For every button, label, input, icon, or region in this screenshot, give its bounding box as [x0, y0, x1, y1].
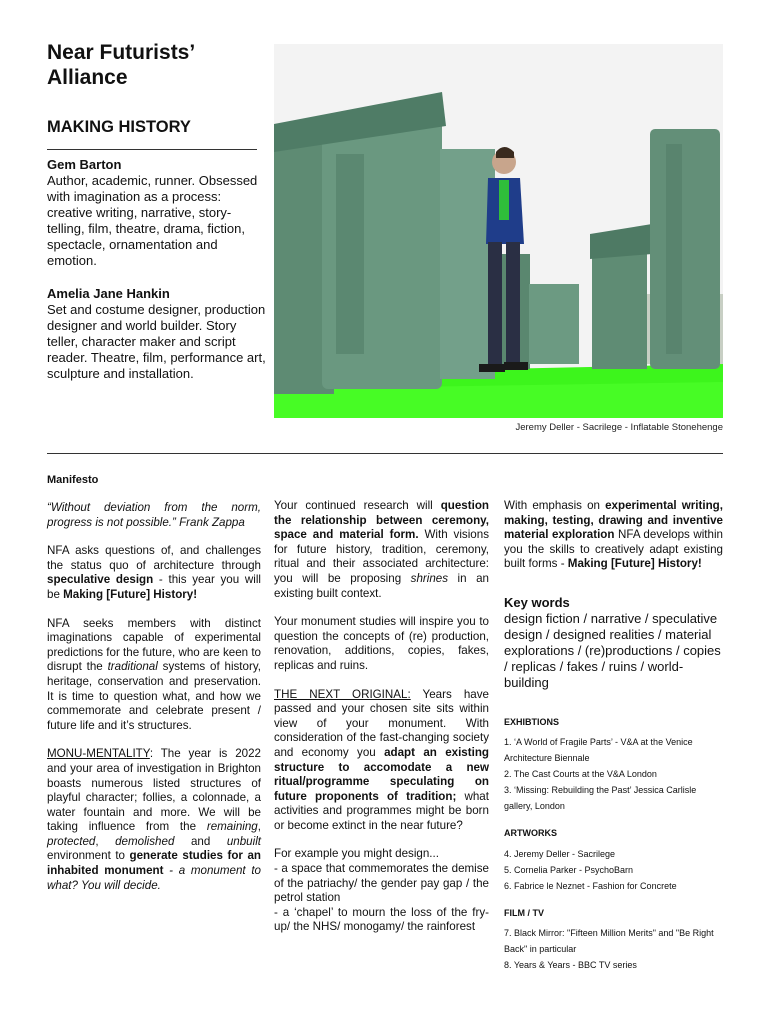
artworks-heading: ARTWORKS — [504, 828, 557, 839]
paragraph: MONU-MENTALITY: The year is 2022 and your area of investigation in Brighton boasts numerous listed structures of playful character; follies, a colonnade, a water fountain and more. We will be taking influence from the remaining, protected, demolished and unbuilt environment to generate studies for an inhabited monument - a monument to what? You will decide. — [47, 747, 261, 892]
bio-name: Amelia Jane Hankin — [47, 286, 170, 301]
manifesto-column-2 — [274, 499, 489, 949]
page-title: Near Futurists’ Alliance — [47, 41, 195, 89]
list-item: 8. Years & Years - BBC TV series — [504, 960, 637, 971]
list-item: 7. Black Mirror: "Fifteen Million Merits" and "Be Right Back" in particular — [504, 928, 714, 955]
list-item: 1. ‘A World of Fragile Parts’ - V&A at the Venice Architecture Biennale — [504, 737, 693, 764]
bio-text: Author, academic, runner. Obsessed with imagination as a process: creative writing, narrative, story-telling, film, theatre, drama, fiction, spectacle, ornamentation and emotion. — [47, 173, 258, 268]
paragraph: NFA seeks members with distinct imaginations capable of experimental predictions for the future, who are keen to disrupt the traditional systems of history, heritage, conservation and preservation. It is time to question what, and how we commemorate and celebrate present / future life and it’s structures. — [47, 616, 261, 732]
paragraph: NFA asks questions of, and challenges the status quo of architecture through speculative design - this year you will be Making [Future] History! — [47, 544, 261, 601]
list-item: 6. Fabrice le Neznet - Fashion for Concrete — [504, 880, 677, 891]
divider — [47, 453, 723, 454]
list-item: 2. The Cast Courts at the V&A London — [504, 769, 657, 780]
paragraph: Your monument studies will inspire you to question the concepts of (re) production, renovation, additions, copies, fakes, replicas and ruins. — [274, 615, 489, 672]
keywords-heading: Key words — [504, 594, 570, 610]
film-tv-list — [504, 925, 723, 973]
divider — [47, 149, 257, 150]
exhibitions-heading: EXHIBTIONS — [504, 716, 560, 727]
zappa-quote: “Without deviation from the norm, progress is not possible.” Frank Zappa — [47, 501, 261, 529]
list-item: 3. ‘Missing: Rebuilding the Past’ Jessica Carlisle gallery, London — [504, 785, 697, 812]
paragraph: With emphasis on experimental writing, making, testing, drawing and inventive material exploration NFA develops within you the skills to creatively adapt existing built forms - Making [Future] History! — [504, 499, 723, 571]
exhibitions-list — [504, 734, 723, 814]
manifesto-column-1 — [47, 501, 261, 907]
paragraph: For example you might design... - a space that commemorates the demise of the patriachy/ the gender pay gap / the petrol station - a ‘chapel’ to mourn the loss of the fry-up/ the NHS/ monogamy/ the rainforest — [274, 847, 489, 934]
bio-text: Set and costume designer, production designer and world builder. Story teller, character maker and script reader. Theatre, film, performance art, sculpture and installation. — [47, 302, 266, 381]
manifesto-heading: Manifesto — [47, 474, 99, 486]
paragraph: Your continued research will question the relationship between ceremony, space and material form. With visions for future history, tradition, ceremony, ritual and their associated architecture: you will be proposing shrines in an existing built context. — [274, 499, 489, 600]
inflatable-stonehenge-image — [274, 44, 723, 418]
film-tv-heading: FILM / TV — [504, 907, 544, 918]
list-item: 5. Cornelia Parker - PsychoBarn — [504, 864, 634, 875]
manifesto-column-3 — [504, 499, 723, 985]
stonehenge-photo — [274, 44, 723, 418]
keywords-list: design fiction / narrative / speculative design / designed realities / material explorations / (re)productions / copies / replicas / fakes / ruins / world-building — [504, 610, 721, 690]
artworks-list — [504, 846, 723, 894]
paragraph: THE NEXT ORIGINAL: Years have passed and your chosen site sits within view of your monument. With consideration of the fast-changing society and economy you adapt an existing structure to accomodate a new ritual/programme speculating on future proponents of tradition; what activities and programmes might be born or become extinct in the near future? — [274, 687, 489, 832]
bio-name: Gem Barton — [47, 157, 122, 172]
bio-amelia-jane-hankin — [47, 286, 267, 382]
photo-caption: Jeremy Deller - Sacrilege - Inflatable Stonehenge — [515, 422, 723, 433]
list-item: 4. Jeremy Deller - Sacrilege — [504, 848, 616, 859]
section-heading: MAKING HISTORY — [47, 118, 191, 136]
bio-gem-barton — [47, 157, 267, 269]
